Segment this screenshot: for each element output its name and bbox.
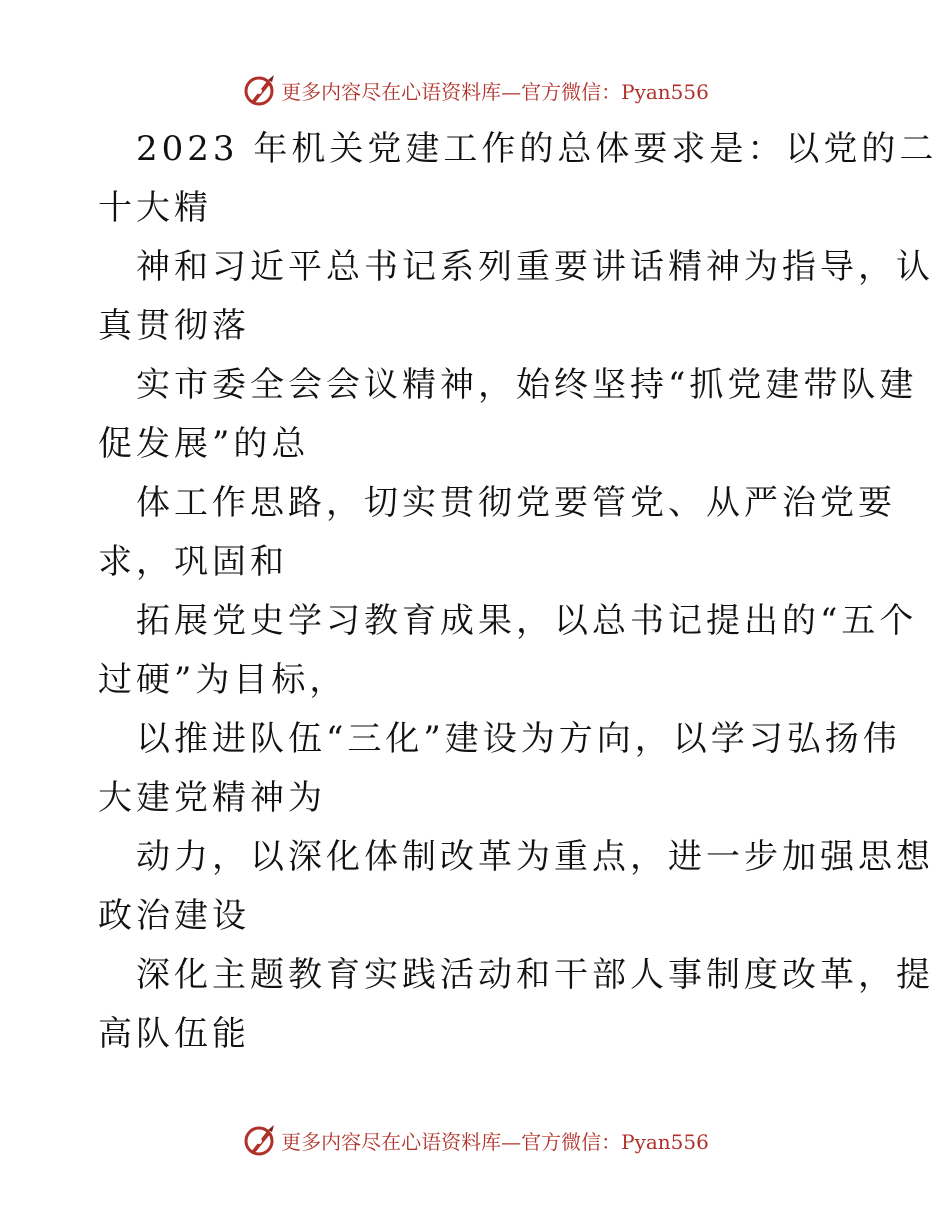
text-line: 促发展”的总 (98, 424, 310, 464)
quill-pen-circle-icon (241, 1122, 277, 1158)
text-line: 拓展党史学习教育成果，以总书记提出的“五个 (136, 601, 918, 641)
text-line: 以推进队伍“三化”建设为方向，以学习弘扬伟 (136, 719, 901, 759)
text-line: 动力，以深化体制改革为重点，进一步加强思想 (136, 837, 934, 877)
body-text (98, 120, 938, 1064)
watermark-text: 更多内容尽在心语资料库—官方微信：Pyan556 (281, 79, 709, 104)
text-line: 政治建设 (98, 896, 250, 936)
quill-pen-circle-icon (241, 72, 277, 108)
watermark-text: 更多内容尽在心语资料库—官方微信：Pyan556 (281, 1129, 709, 1154)
text-line: 大建党精神为 (98, 778, 326, 818)
footer-watermark (0, 1120, 950, 1160)
text-line: 求，巩固和 (98, 542, 288, 582)
text-line: 神和习近平总书记系列重要讲话精神为指导，认 (136, 247, 934, 287)
text-line: 2023 年机关党建工作的总体要求是：以党的二 (136, 129, 938, 169)
header-watermark (0, 70, 950, 110)
text-line: 体工作思路，切实贯彻党要管党、从严治党要 (136, 483, 896, 523)
text-line: 实市委全会会议精神，始终坚持“抓党建带队建 (136, 365, 918, 405)
text-line: 真贯彻落 (98, 306, 250, 346)
text-line: 高队伍能 (98, 1014, 250, 1054)
text-line: 深化主题教育实践活动和干部人事制度改革，提 (136, 955, 934, 995)
text-line: 十大精 (98, 188, 212, 228)
text-line: 过硬”为目标， (98, 660, 348, 700)
